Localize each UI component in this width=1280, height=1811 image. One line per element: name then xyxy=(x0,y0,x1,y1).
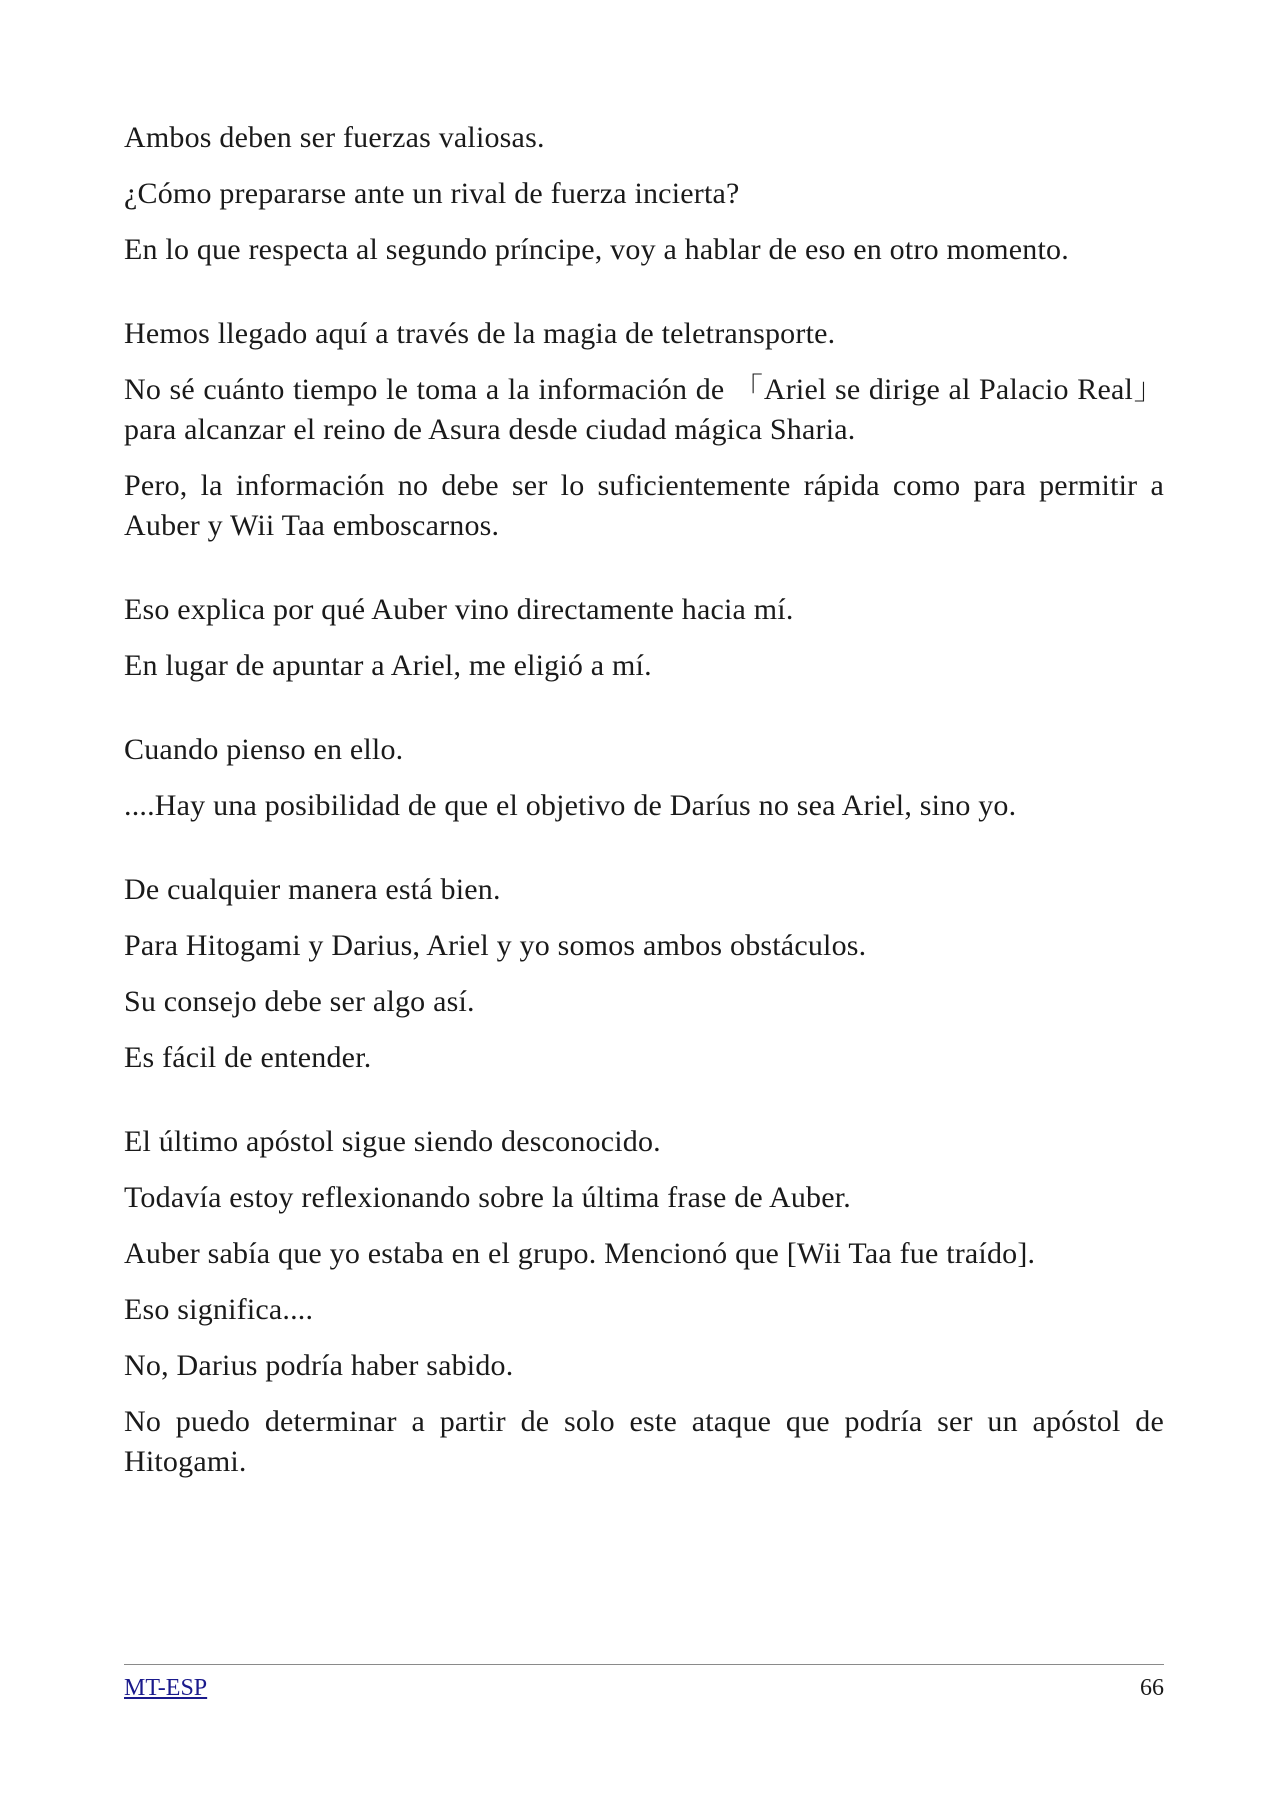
paragraph: El último apóstol sigue siendo desconocido. xyxy=(124,1125,661,1158)
paragraph: De cualquier manera está bien. xyxy=(124,873,501,906)
paragraph: En lugar de apuntar a Ariel, me eligió a mí. xyxy=(124,649,652,682)
page-number: 66 xyxy=(1140,1675,1164,1701)
paragraph: No sé cuánto tiempo le toma a la información de 「Ariel se dirige al Palacio Real」 para alcanzar el reino de Asura desde ciudad mágica Sharia. xyxy=(124,373,1164,446)
footer-link[interactable]: MT-ESP xyxy=(124,1675,208,1701)
paragraph: Ambos deben ser fuerzas valiosas. xyxy=(124,121,545,154)
page-body xyxy=(124,118,1164,1498)
paragraph: Todavía estoy reflexionando sobre la última frase de Auber. xyxy=(124,1181,851,1214)
paragraph: No, Darius podría haber sabido. xyxy=(124,1349,514,1382)
paragraph: Es fácil de entender. xyxy=(124,1041,372,1074)
paragraph: Auber sabía que yo estaba en el grupo. Mencionó que [Wii Taa fue traído]. xyxy=(124,1237,1036,1270)
paragraph: En lo que respecta al segundo príncipe, voy a hablar de eso en otro momento. xyxy=(124,233,1069,266)
page-footer xyxy=(124,1664,1164,1703)
paragraph: ¿Cómo prepararse ante un rival de fuerza incierta? xyxy=(124,177,740,210)
paragraph: ....Hay una posibilidad de que el objetivo de Daríus no sea Ariel, sino yo. xyxy=(124,789,1017,822)
paragraph: Eso significa.... xyxy=(124,1293,314,1326)
paragraph: Eso explica por qué Auber vino directamente hacia mí. xyxy=(124,593,794,626)
paragraph: Para Hitogami y Darius, Ariel y yo somos ambos obstáculos. xyxy=(124,929,867,962)
paragraph: Hemos llegado aquí a través de la magia de teletransporte. xyxy=(124,317,836,350)
paragraph: Cuando pienso en ello. xyxy=(124,733,404,766)
paragraph: Pero, la información no debe ser lo suficientemente rápida como para permitir a Auber y Wii Taa emboscarnos. xyxy=(124,469,1164,542)
paragraph: No puedo determinar a partir de solo este ataque que podría ser un apóstol de Hitogami. xyxy=(124,1405,1164,1478)
paragraph: Su consejo debe ser algo así. xyxy=(124,985,475,1018)
